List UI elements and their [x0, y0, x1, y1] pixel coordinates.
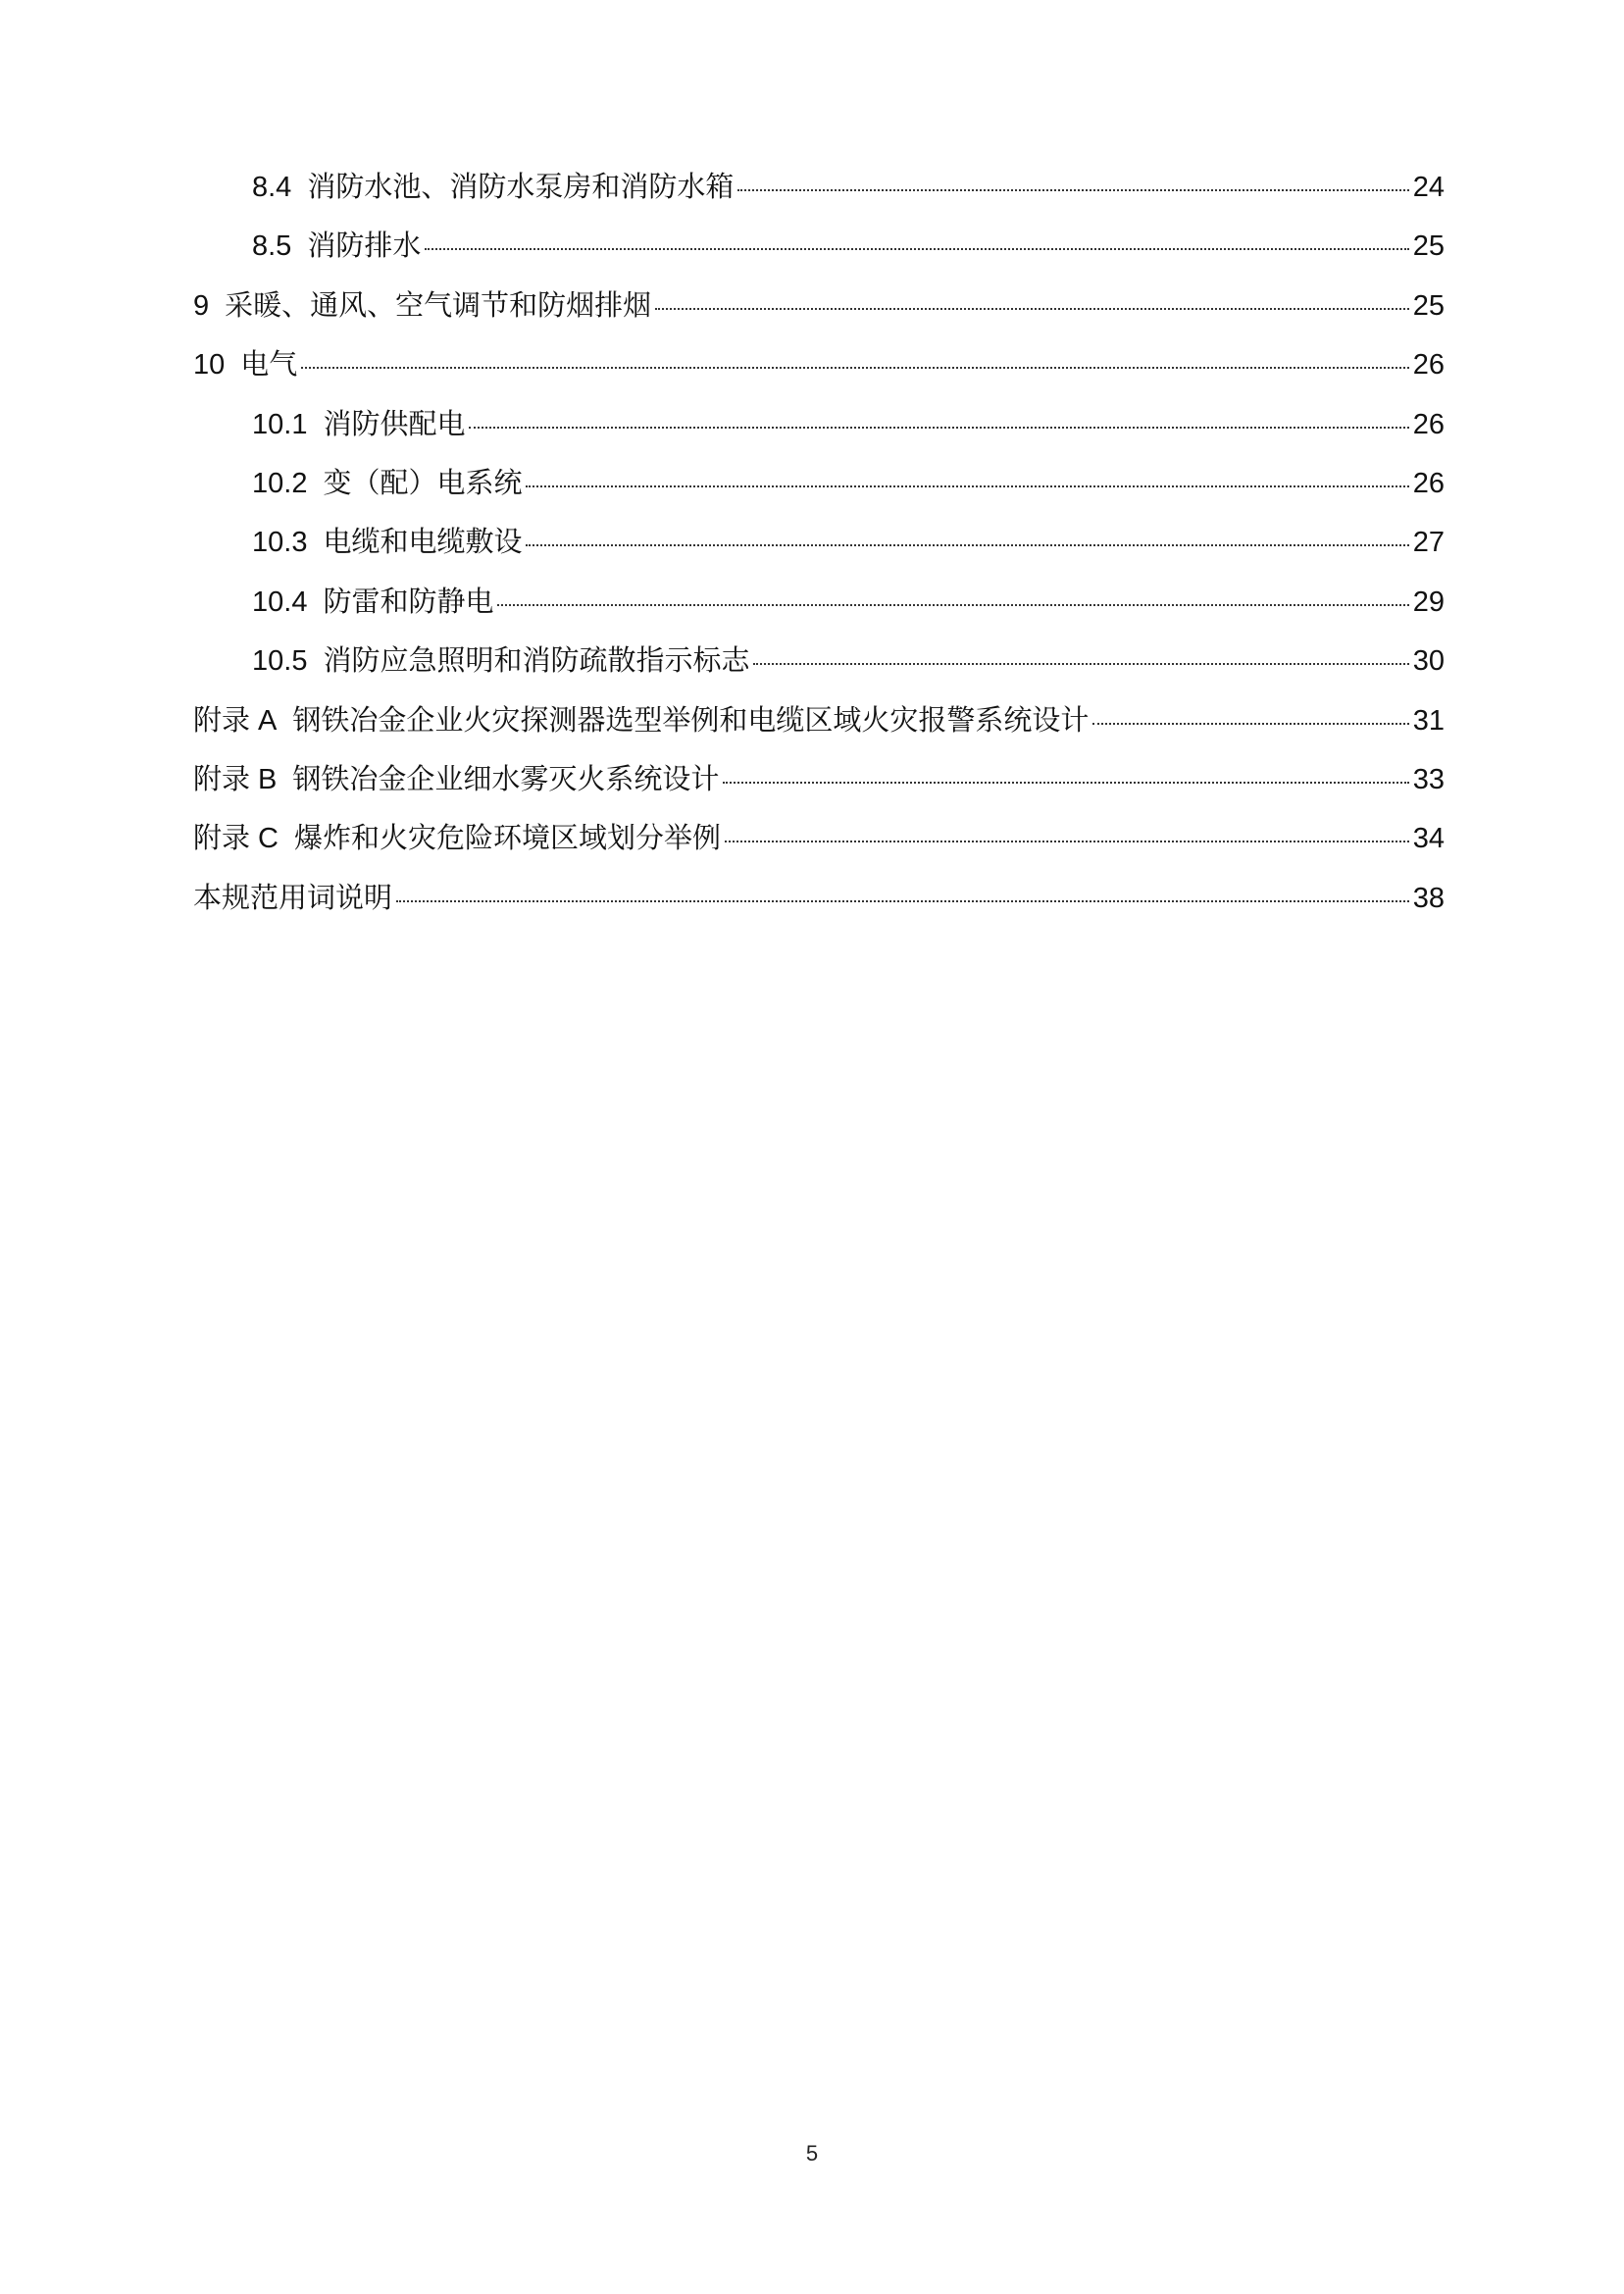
toc-entry-appendix-c[interactable]: [193, 820, 1445, 879]
toc-entry-page: 31: [1412, 704, 1445, 737]
page-number: 5: [805, 2141, 819, 2166]
toc-entry-10-1[interactable]: [193, 406, 1445, 465]
toc-entry-10-2[interactable]: [193, 465, 1445, 524]
toc-entry-number: 9: [193, 289, 210, 322]
toc-entry-number: 附录 C: [193, 823, 279, 855]
toc-entry-page: 30: [1412, 645, 1445, 678]
toc-entry-terminology[interactable]: [193, 880, 1445, 939]
toc-entry-10[interactable]: [193, 346, 1445, 405]
dot-leader: [725, 841, 1409, 842]
toc-entry-page: 24: [1412, 172, 1445, 203]
toc-entry-9[interactable]: [193, 287, 1445, 346]
toc-entry-number: 10.1: [252, 408, 308, 440]
toc-entry-number: 附录 A: [193, 704, 278, 737]
toc-entry-10-4[interactable]: [193, 584, 1445, 642]
toc-entry-page: 26: [1412, 467, 1445, 499]
toc-entry-appendix-a[interactable]: [193, 702, 1445, 761]
toc-entry-number: 10: [193, 349, 226, 382]
toc-entry-page: 26: [1412, 349, 1445, 382]
toc-entry-title: 消防供配电: [323, 406, 466, 440]
toc-entry-page: 25: [1412, 289, 1445, 322]
toc-entry-page: 29: [1412, 586, 1445, 618]
toc-entry-number: 10.4: [252, 586, 308, 618]
dot-leader: [526, 485, 1408, 487]
toc-entry-title: 爆炸和火灾危险环境区域划分举例: [294, 821, 722, 855]
dot-leader: [737, 189, 1408, 191]
dot-leader: [469, 427, 1408, 429]
toc-entry-title: 钢铁冶金企业细水雾灭火系统设计: [292, 761, 720, 795]
dot-leader: [526, 544, 1408, 546]
toc-entry-10-3[interactable]: [193, 524, 1445, 583]
table-of-contents: [193, 169, 1445, 939]
toc-entry-number: 8.4: [252, 172, 292, 203]
toc-entry-title: 本规范用词说明: [193, 880, 393, 914]
dot-leader: [497, 604, 1408, 606]
toc-entry-page: 38: [1412, 882, 1445, 914]
toc-entry-number: 10.5: [252, 645, 308, 678]
toc-entry-number: 8.5: [252, 230, 292, 263]
toc-entry-number: 10.2: [252, 467, 308, 499]
dot-leader: [1092, 723, 1408, 725]
toc-entry-page: 34: [1412, 823, 1445, 855]
toc-entry-page: 25: [1412, 230, 1445, 263]
toc-entry-8-5[interactable]: [193, 228, 1445, 286]
toc-entry-appendix-b[interactable]: [193, 761, 1445, 820]
toc-entry-10-5[interactable]: [193, 642, 1445, 701]
toc-entry-title: 钢铁冶金企业火灾探测器选型举例和电缆区域火灾报警系统设计: [292, 702, 1090, 737]
toc-entry-title: 防雷和防静电: [323, 584, 494, 618]
dot-leader: [655, 308, 1409, 310]
dot-leader: [753, 663, 1408, 665]
toc-entry-page: 26: [1412, 408, 1445, 440]
toc-entry-8-4[interactable]: [193, 169, 1445, 228]
toc-entry-title: 电气: [240, 347, 298, 382]
toc-entry-title: 采暖、通风、空气调节和防烟排烟: [225, 287, 652, 322]
dot-leader: [396, 900, 1409, 902]
toc-entry-number: 10.3: [252, 527, 308, 559]
toc-entry-title: 电缆和电缆敷设: [323, 525, 523, 559]
dot-leader: [425, 248, 1408, 250]
dot-leader: [723, 782, 1408, 784]
toc-entry-page: 27: [1412, 527, 1445, 559]
toc-entry-title: 消防排水: [307, 229, 422, 263]
dot-leader: [301, 367, 1408, 369]
toc-entry-title: 消防水池、消防水泵房和消防水箱: [307, 170, 735, 203]
toc-entry-page: 33: [1412, 763, 1445, 795]
toc-entry-number: 附录 B: [193, 763, 278, 795]
toc-entry-title: 消防应急照明和消防疏散指示标志: [323, 643, 750, 678]
toc-entry-title: 变（配）电系统: [323, 465, 523, 499]
